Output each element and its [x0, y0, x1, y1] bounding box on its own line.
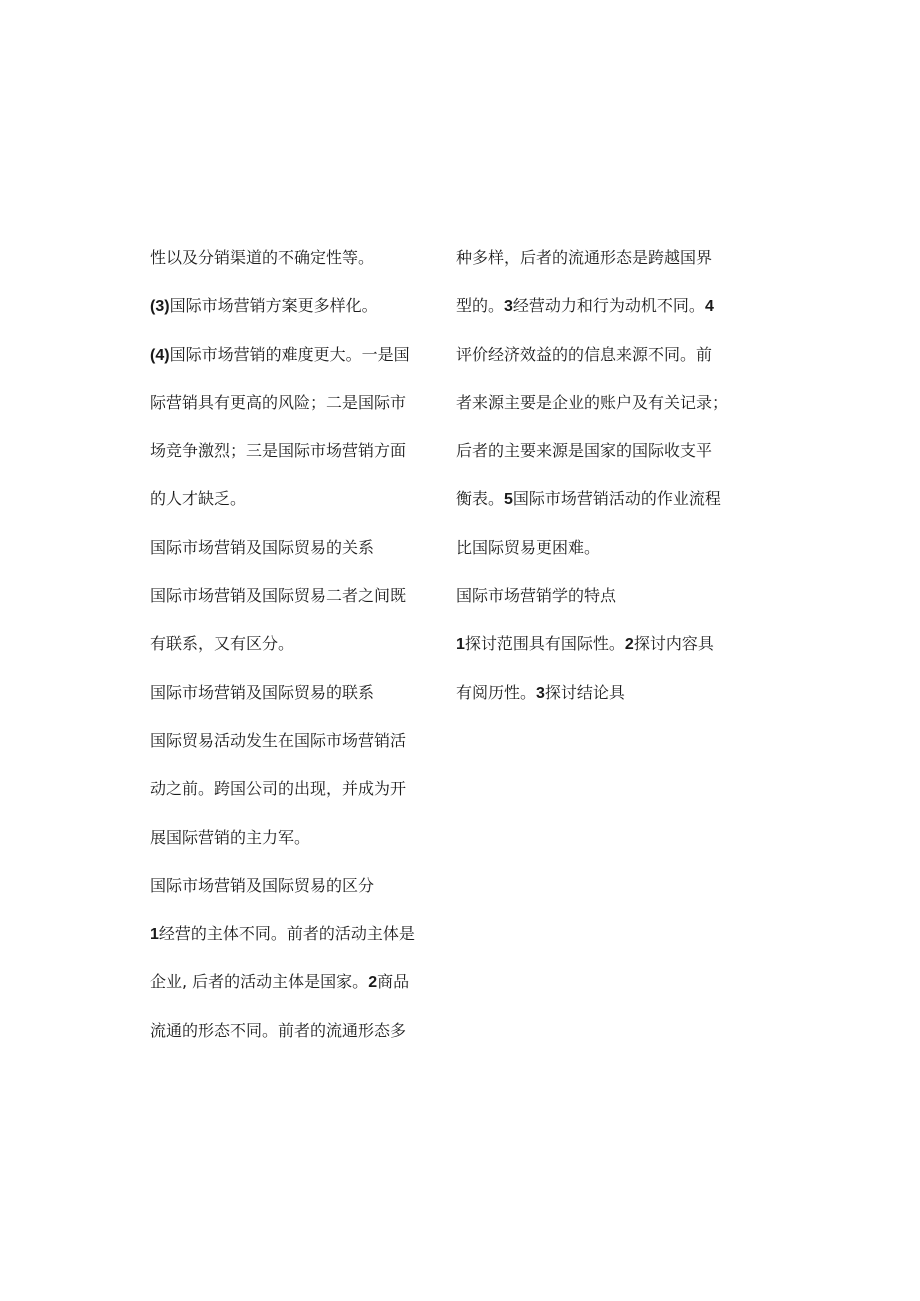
- text-line: 动之前。跨国公司的出现，并成为开: [150, 779, 407, 799]
- item-number: 1: [456, 636, 465, 654]
- text-line: 比国际贸易更困难。: [456, 537, 601, 557]
- item-number: 3: [536, 684, 545, 702]
- item-number: (3): [150, 298, 170, 316]
- item-number: 2: [368, 974, 378, 992]
- text-line: 评价经济效益的的信息来源不同。前: [456, 344, 713, 364]
- section-heading: 国际市场营销及国际贸易的关系: [150, 537, 375, 557]
- left-text-column: [150, 246, 440, 1067]
- text-line: 有阅历性。3探讨结论具: [456, 682, 625, 702]
- text-line: 国际市场营销及国际贸易二者之间既: [150, 586, 407, 606]
- item-number: (4): [150, 346, 170, 364]
- text-line: 流通的形态不同。前者的流通形态多: [150, 1020, 407, 1040]
- text-line: 际营销具有更高的风险；二是国际市: [150, 392, 407, 412]
- item-number: 1: [150, 926, 159, 944]
- text-line: 1经营的主体不同。前者的活动主体是: [150, 924, 415, 944]
- item-number: 2: [624, 636, 634, 654]
- text-line: (4)国际市场营销的难度更大。一是国: [150, 344, 410, 364]
- text-line: 展国际营销的主力军。: [150, 827, 311, 847]
- text-line: 种多样，后者的流通形态是跨越国界: [456, 248, 713, 267]
- text-line: 者来源主要是企业的账户及有关记录；: [456, 392, 729, 412]
- text-line: 国际贸易活动发生在国际市场营销活: [150, 730, 407, 750]
- text-line: (3)国际市场营销方案更多样化。: [150, 296, 378, 316]
- section-heading: 国际市场营销学的特点: [456, 586, 617, 606]
- text-line: 性以及分销渠道的不确定性等。: [150, 248, 375, 267]
- item-number: 5: [504, 491, 513, 509]
- text-line: 场竞争激烈；三是国际市场营销方面: [150, 441, 407, 461]
- text-line: 衡表。5国际市场营销活动的作业流程: [456, 489, 721, 509]
- text-line: 后者的主要来源是国家的国际收支平: [456, 441, 713, 461]
- text-line: 1探讨范围具有国际性。2探讨内容具: [456, 634, 714, 654]
- section-heading: 国际市场营销及国际贸易的联系: [150, 682, 375, 702]
- section-heading: 国际市场营销及国际贸易的区分: [150, 875, 375, 895]
- text-line: 的人才缺乏。: [150, 489, 247, 509]
- text-line: 型的。3经营动力和行为动机不同。4: [456, 296, 714, 316]
- right-text-column: [456, 246, 746, 729]
- text-line: 企业, 后者的活动主体是国家。2商品: [150, 972, 410, 992]
- item-number: 4: [704, 298, 714, 316]
- item-number: 3: [504, 298, 513, 316]
- text-line: 有联系，又有区分。: [150, 634, 295, 654]
